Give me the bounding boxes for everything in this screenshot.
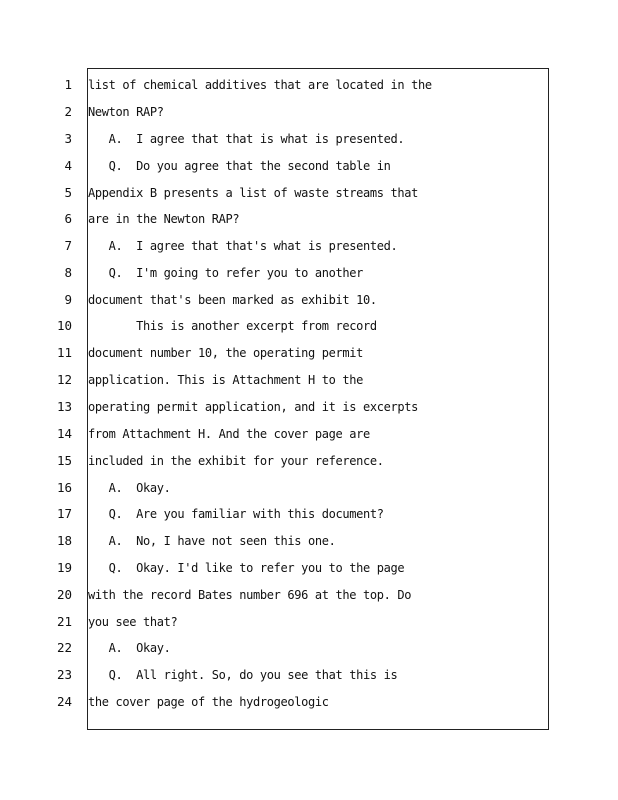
line-number: 4 xyxy=(64,158,72,173)
transcript-line: application. This is Attachment H to the xyxy=(88,373,363,387)
transcript-line: Q. All right. So, do you see that this is xyxy=(88,668,398,682)
transcript-line: Appendix B presents a list of waste streams that xyxy=(88,186,418,200)
line-number: 12 xyxy=(56,372,72,387)
line-number: 2 xyxy=(64,104,72,119)
line-number: 9 xyxy=(64,292,72,307)
transcript-line: the cover page of the hydrogeologic xyxy=(88,695,329,709)
transcript-line: list of chemical additives that are located in the xyxy=(88,78,432,92)
transcript-line: you see that? xyxy=(88,615,178,629)
transcript-line: are in the Newton RAP? xyxy=(88,212,240,226)
line-number: 10 xyxy=(56,318,72,333)
transcript-line: A. Okay. xyxy=(88,481,171,495)
line-number: 8 xyxy=(64,265,72,280)
transcript-line: A. I agree that that's what is presented. xyxy=(88,239,398,253)
line-number: 22 xyxy=(56,640,72,655)
line-number: 14 xyxy=(56,426,72,441)
transcript-line: with the record Bates number 696 at the top. Do xyxy=(88,588,412,602)
line-number: 15 xyxy=(56,453,72,468)
transcript-line: document that's been marked as exhibit 10. xyxy=(88,293,377,307)
line-number: 5 xyxy=(64,185,72,200)
transcript-line: A. Okay. xyxy=(88,641,171,655)
line-number: 23 xyxy=(56,667,72,682)
transcript-line: Newton RAP? xyxy=(88,105,164,119)
line-number: 13 xyxy=(56,399,72,414)
transcript-line: Q. Do you agree that the second table in xyxy=(88,159,391,173)
transcript-line: Q. Okay. I'd like to refer you to the page xyxy=(88,561,405,575)
transcript-line: operating permit application, and it is excerpts xyxy=(88,400,418,414)
line-number: 7 xyxy=(64,238,72,253)
transcript-line: A. I agree that that is what is presented. xyxy=(88,132,405,146)
transcript-line: Q. I'm going to refer you to another xyxy=(88,266,363,280)
line-number: 6 xyxy=(64,211,72,226)
line-number: 19 xyxy=(56,560,72,575)
line-number: 1 xyxy=(64,77,72,92)
line-number: 24 xyxy=(56,694,72,709)
transcript-line: included in the exhibit for your reference. xyxy=(88,454,384,468)
transcript-line: This is another excerpt from record xyxy=(88,319,377,333)
line-number: 18 xyxy=(56,533,72,548)
line-number: 21 xyxy=(56,614,72,629)
line-number: 3 xyxy=(64,131,72,146)
line-number: 16 xyxy=(56,480,72,495)
transcript-line: document number 10, the operating permit xyxy=(88,346,363,360)
line-number: 20 xyxy=(56,587,72,602)
transcript-line: A. No, I have not seen this one. xyxy=(88,534,336,548)
transcript-line: Q. Are you familiar with this document? xyxy=(88,507,384,521)
line-number: 17 xyxy=(56,506,72,521)
transcript-line: from Attachment H. And the cover page are xyxy=(88,427,370,441)
line-number: 11 xyxy=(56,345,72,360)
